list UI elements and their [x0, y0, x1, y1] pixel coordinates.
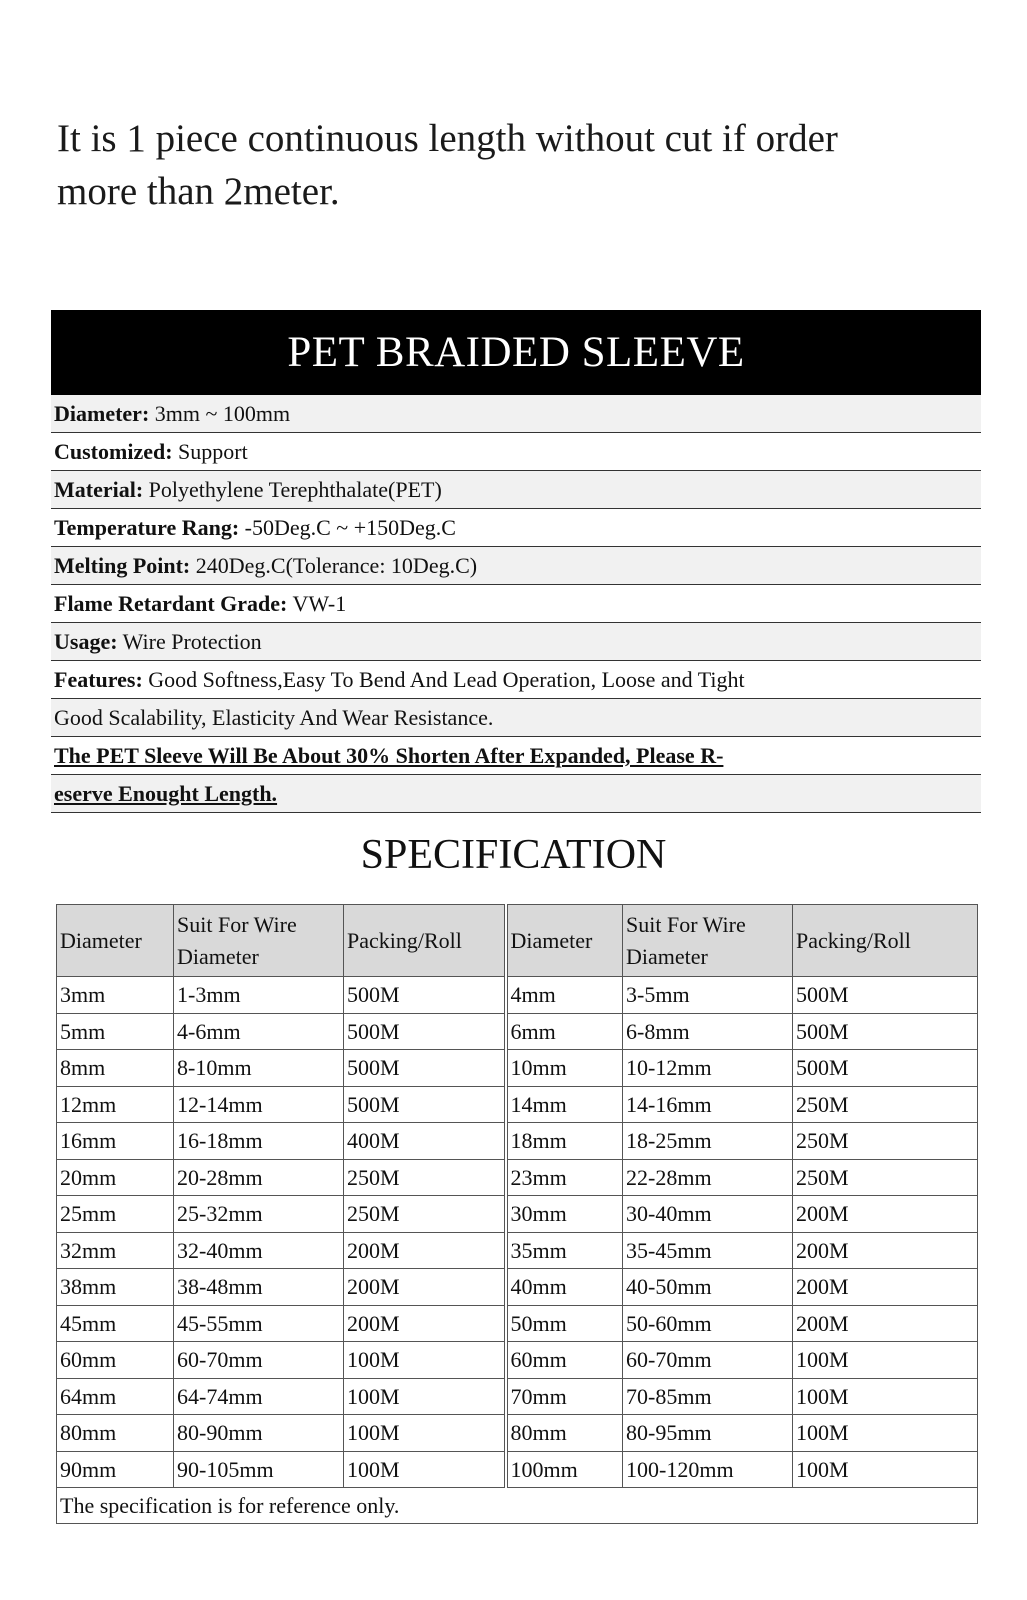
table-cell: 70-85mm — [623, 1378, 793, 1415]
notice-line-1: The PET Sleeve Will Be About 30% Shorten After Expanded, Please R- — [51, 737, 981, 775]
table-cell: 10-12mm — [623, 1050, 793, 1087]
table-row — [57, 1196, 978, 1233]
table-cell: 45mm — [57, 1305, 174, 1342]
table-row — [57, 1378, 978, 1415]
table-cell: 200M — [793, 1305, 978, 1342]
table-cell: 200M — [344, 1305, 506, 1342]
intro-line-1: It is 1 piece continuous length without cut if order — [57, 117, 838, 160]
table-cell: 500M — [344, 1050, 506, 1087]
property-value: 240Deg.C(Tolerance: 10Deg.C) — [190, 553, 478, 578]
product-banner: PET BRAIDED SLEEVE — [51, 310, 981, 395]
property-key: Features: — [54, 667, 143, 692]
table-cell: 5mm — [57, 1013, 174, 1050]
table-cell: 200M — [793, 1269, 978, 1306]
table-cell: 32mm — [57, 1232, 174, 1269]
table-row — [57, 1415, 978, 1452]
property-value: Polyethylene Terephthalate(PET) — [143, 477, 442, 502]
table-cell: 100mm — [506, 1451, 623, 1488]
table-cell: 500M — [344, 977, 506, 1014]
table-row — [57, 1123, 978, 1160]
table-row — [57, 1305, 978, 1342]
property-row-features — [51, 661, 981, 699]
table-cell: 60mm — [506, 1342, 623, 1379]
table-cell: 10mm — [506, 1050, 623, 1087]
table-cell: 200M — [344, 1232, 506, 1269]
property-row-flame-grade — [51, 585, 981, 623]
table-cell: 8-10mm — [174, 1050, 344, 1087]
table-cell: 16-18mm — [174, 1123, 344, 1160]
table-cell: 100M — [344, 1451, 506, 1488]
table-cell: 30mm — [506, 1196, 623, 1233]
table-cell: 250M — [793, 1086, 978, 1123]
table-cell: 6-8mm — [623, 1013, 793, 1050]
table-cell: 400M — [344, 1123, 506, 1160]
table-cell: 100M — [344, 1378, 506, 1415]
property-row-features-continued: Good Scalability, Elasticity And Wear Resistance. — [51, 699, 981, 737]
table-cell: 90-105mm — [174, 1451, 344, 1488]
table-cell: 60-70mm — [623, 1342, 793, 1379]
header-suit-for-wire: Suit For Wire Diameter — [623, 905, 793, 977]
table-cell: 250M — [793, 1159, 978, 1196]
table-cell: 40-50mm — [623, 1269, 793, 1306]
property-value: Good Softness,Easy To Bend And Lead Operation, Loose and Tight — [142, 667, 745, 692]
property-key: Usage: — [54, 629, 118, 654]
table-cell: 500M — [793, 977, 978, 1014]
table-row — [57, 1232, 978, 1269]
table-cell: 3-5mm — [623, 977, 793, 1014]
table-cell: 45-55mm — [174, 1305, 344, 1342]
header-suit-for-wire: Suit For Wire Diameter — [174, 905, 344, 977]
table-cell: 22-28mm — [623, 1159, 793, 1196]
property-row-usage — [51, 623, 981, 661]
table-cell: 20-28mm — [174, 1159, 344, 1196]
table-cell: 23mm — [506, 1159, 623, 1196]
table-footnote: The specification is for reference only. — [57, 1488, 978, 1524]
intro-line-2: more than 2meter. — [57, 170, 340, 213]
table-cell: 1-3mm — [174, 977, 344, 1014]
table-row — [57, 1086, 978, 1123]
table-row — [57, 1159, 978, 1196]
table-cell: 80-90mm — [174, 1415, 344, 1452]
table-cell: 100M — [344, 1415, 506, 1452]
property-row-material — [51, 471, 981, 509]
table-footnote-row — [57, 1488, 978, 1524]
specification-title: SPECIFICATION — [360, 832, 667, 878]
header-diameter: Diameter — [57, 905, 174, 977]
property-value: Support — [172, 439, 248, 464]
table-cell: 16mm — [57, 1123, 174, 1160]
property-value: VW-1 — [287, 591, 347, 616]
table-cell: 60-70mm — [174, 1342, 344, 1379]
table-cell: 32-40mm — [174, 1232, 344, 1269]
property-key: Diameter: — [54, 401, 150, 426]
table-cell: 200M — [793, 1232, 978, 1269]
table-cell: 25-32mm — [174, 1196, 344, 1233]
table-cell: 250M — [344, 1159, 506, 1196]
table-cell: 100M — [793, 1415, 978, 1452]
property-row-melting-point — [51, 547, 981, 585]
table-body — [57, 977, 978, 1488]
table-cell: 500M — [793, 1013, 978, 1050]
header-packing-roll: Packing/Roll — [344, 905, 506, 977]
table-cell: 50mm — [506, 1305, 623, 1342]
table-row — [57, 1342, 978, 1379]
property-key: Customized: — [54, 439, 173, 464]
property-row-customized — [51, 433, 981, 471]
table-cell: 38mm — [57, 1269, 174, 1306]
property-key: Melting Point: — [54, 553, 191, 578]
table-cell: 50-60mm — [623, 1305, 793, 1342]
table-cell: 38-48mm — [174, 1269, 344, 1306]
table-cell: 200M — [793, 1196, 978, 1233]
table-cell: 60mm — [57, 1342, 174, 1379]
table-cell: 14mm — [506, 1086, 623, 1123]
table-cell: 250M — [793, 1123, 978, 1160]
table-cell: 20mm — [57, 1159, 174, 1196]
table-cell: 70mm — [506, 1378, 623, 1415]
product-info-block — [51, 310, 981, 813]
specification-table — [56, 904, 978, 1524]
property-row-temperature — [51, 509, 981, 547]
table-row — [57, 977, 978, 1014]
table-cell: 100M — [793, 1378, 978, 1415]
table-cell: 100M — [344, 1342, 506, 1379]
table-header-row — [57, 905, 978, 977]
table-row — [57, 1451, 978, 1488]
table-cell: 80-95mm — [623, 1415, 793, 1452]
table-cell: 250M — [344, 1196, 506, 1233]
table-cell: 4mm — [506, 977, 623, 1014]
table-cell: 64-74mm — [174, 1378, 344, 1415]
table-cell: 40mm — [506, 1269, 623, 1306]
intro-text — [57, 112, 967, 218]
table-cell: 14-16mm — [623, 1086, 793, 1123]
property-value: 3mm ~ 100mm — [149, 401, 291, 426]
table-cell: 80mm — [506, 1415, 623, 1452]
property-key: Flame Retardant Grade: — [54, 591, 288, 616]
header-diameter: Diameter — [506, 905, 623, 977]
property-row-diameter — [51, 395, 981, 433]
table-row — [57, 1013, 978, 1050]
table-cell: 25mm — [57, 1196, 174, 1233]
table-row — [57, 1269, 978, 1306]
property-key: Material: — [54, 477, 144, 502]
table-cell: 200M — [344, 1269, 506, 1306]
table-cell: 6mm — [506, 1013, 623, 1050]
table-cell: 18mm — [506, 1123, 623, 1160]
table-cell: 30-40mm — [623, 1196, 793, 1233]
table-cell: 100M — [793, 1342, 978, 1379]
table-cell: 35-45mm — [623, 1232, 793, 1269]
property-value: Wire Protection — [117, 629, 262, 654]
notice-line-2: eserve Enought Length. — [51, 775, 981, 813]
table-cell: 80mm — [57, 1415, 174, 1452]
table-cell: 500M — [344, 1086, 506, 1123]
table-cell: 500M — [344, 1013, 506, 1050]
property-value: -50Deg.C ~ +150Deg.C — [239, 515, 456, 540]
table-row — [57, 1050, 978, 1087]
table-cell: 8mm — [57, 1050, 174, 1087]
table-cell: 90mm — [57, 1451, 174, 1488]
table-cell: 500M — [793, 1050, 978, 1087]
table-cell: 64mm — [57, 1378, 174, 1415]
table-cell: 12mm — [57, 1086, 174, 1123]
table-cell: 3mm — [57, 977, 174, 1014]
table-cell: 100M — [793, 1451, 978, 1488]
table-cell: 4-6mm — [174, 1013, 344, 1050]
header-packing-roll: Packing/Roll — [793, 905, 978, 977]
property-key: Temperature Rang: — [54, 515, 240, 540]
table-cell: 18-25mm — [623, 1123, 793, 1160]
table-cell: 35mm — [506, 1232, 623, 1269]
table-cell: 100-120mm — [623, 1451, 793, 1488]
table-cell: 12-14mm — [174, 1086, 344, 1123]
